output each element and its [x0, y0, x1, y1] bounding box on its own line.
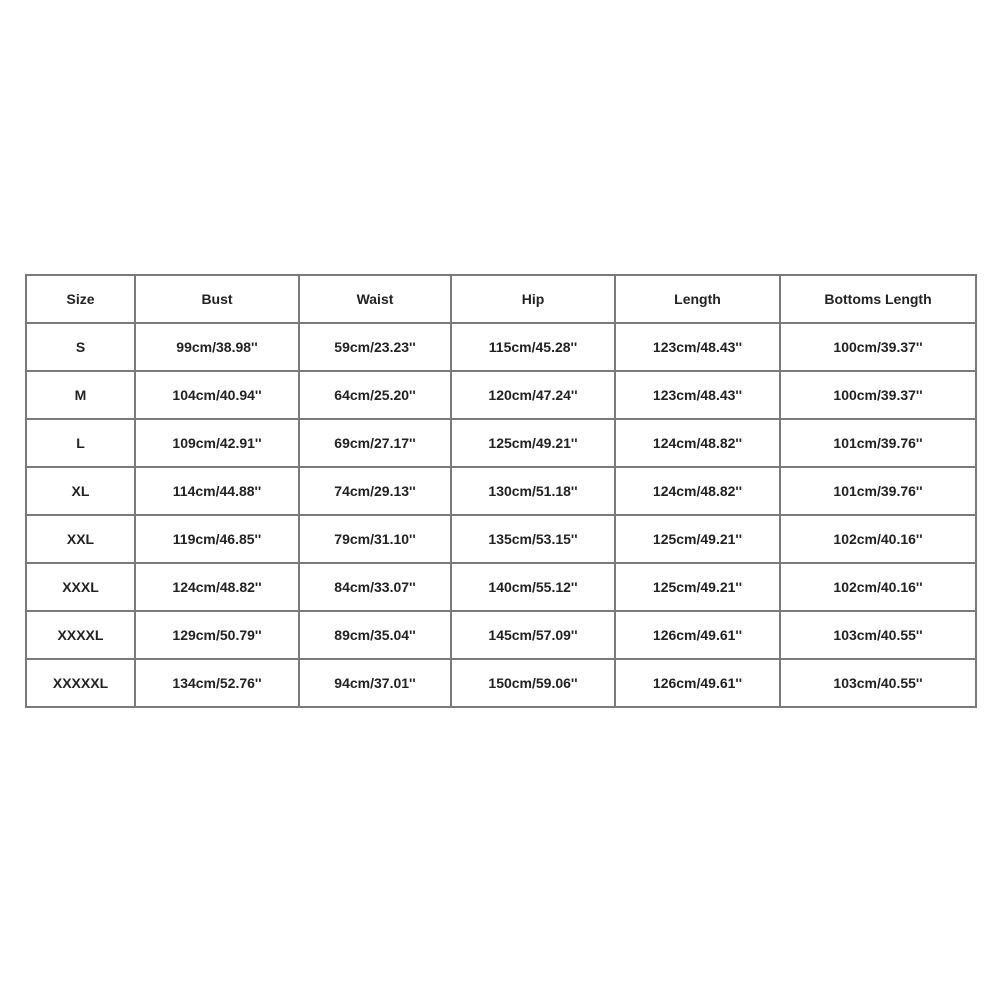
cell-waist: 59cm/23.23'': [299, 323, 451, 371]
cell-bust: 104cm/40.94'': [135, 371, 299, 419]
header-waist: Waist: [299, 275, 451, 323]
cell-hip: 130cm/51.18'': [451, 467, 615, 515]
table-row: [26, 515, 976, 563]
cell-hip: 140cm/55.12'': [451, 563, 615, 611]
header-length: Length: [615, 275, 780, 323]
cell-bust: 119cm/46.85'': [135, 515, 299, 563]
cell-bottoms-length: 103cm/40.55'': [780, 659, 976, 707]
header-bottoms-length: Bottoms Length: [780, 275, 976, 323]
cell-hip: 135cm/53.15'': [451, 515, 615, 563]
cell-waist: 74cm/29.13'': [299, 467, 451, 515]
cell-bust: 134cm/52.76'': [135, 659, 299, 707]
header-hip: Hip: [451, 275, 615, 323]
cell-bust: 99cm/38.98'': [135, 323, 299, 371]
table-header-row: [26, 275, 976, 323]
cell-bottoms-length: 102cm/40.16'': [780, 563, 976, 611]
cell-waist: 79cm/31.10'': [299, 515, 451, 563]
cell-hip: 125cm/49.21'': [451, 419, 615, 467]
cell-waist: 89cm/35.04'': [299, 611, 451, 659]
cell-length: 126cm/49.61'': [615, 611, 780, 659]
cell-length: 124cm/48.82'': [615, 419, 780, 467]
cell-length: 125cm/49.21'': [615, 515, 780, 563]
cell-bottoms-length: 101cm/39.76'': [780, 419, 976, 467]
cell-size: M: [26, 371, 135, 419]
header-bust: Bust: [135, 275, 299, 323]
cell-bottoms-length: 100cm/39.37'': [780, 371, 976, 419]
cell-length: 126cm/49.61'': [615, 659, 780, 707]
cell-length: 125cm/49.21'': [615, 563, 780, 611]
table-row: [26, 467, 976, 515]
cell-waist: 69cm/27.17'': [299, 419, 451, 467]
cell-size: XL: [26, 467, 135, 515]
cell-hip: 115cm/45.28'': [451, 323, 615, 371]
table-row: [26, 611, 976, 659]
size-chart-table: [25, 274, 977, 708]
cell-bust: 124cm/48.82'': [135, 563, 299, 611]
header-size: Size: [26, 275, 135, 323]
table-row: [26, 659, 976, 707]
cell-length: 124cm/48.82'': [615, 467, 780, 515]
cell-bottoms-length: 103cm/40.55'': [780, 611, 976, 659]
cell-length: 123cm/48.43'': [615, 371, 780, 419]
table-row: [26, 323, 976, 371]
cell-hip: 150cm/59.06'': [451, 659, 615, 707]
cell-size: L: [26, 419, 135, 467]
cell-waist: 84cm/33.07'': [299, 563, 451, 611]
cell-bust: 129cm/50.79'': [135, 611, 299, 659]
cell-size: XXXL: [26, 563, 135, 611]
cell-waist: 94cm/37.01'': [299, 659, 451, 707]
cell-waist: 64cm/25.20'': [299, 371, 451, 419]
cell-bust: 114cm/44.88'': [135, 467, 299, 515]
table-row: [26, 371, 976, 419]
cell-hip: 120cm/47.24'': [451, 371, 615, 419]
cell-bust: 109cm/42.91'': [135, 419, 299, 467]
cell-size: S: [26, 323, 135, 371]
cell-size: XXL: [26, 515, 135, 563]
cell-bottoms-length: 101cm/39.76'': [780, 467, 976, 515]
cell-size: XXXXXL: [26, 659, 135, 707]
cell-size: XXXXL: [26, 611, 135, 659]
table-row: [26, 563, 976, 611]
table-row: [26, 419, 976, 467]
cell-bottoms-length: 100cm/39.37'': [780, 323, 976, 371]
cell-hip: 145cm/57.09'': [451, 611, 615, 659]
cell-length: 123cm/48.43'': [615, 323, 780, 371]
cell-bottoms-length: 102cm/40.16'': [780, 515, 976, 563]
